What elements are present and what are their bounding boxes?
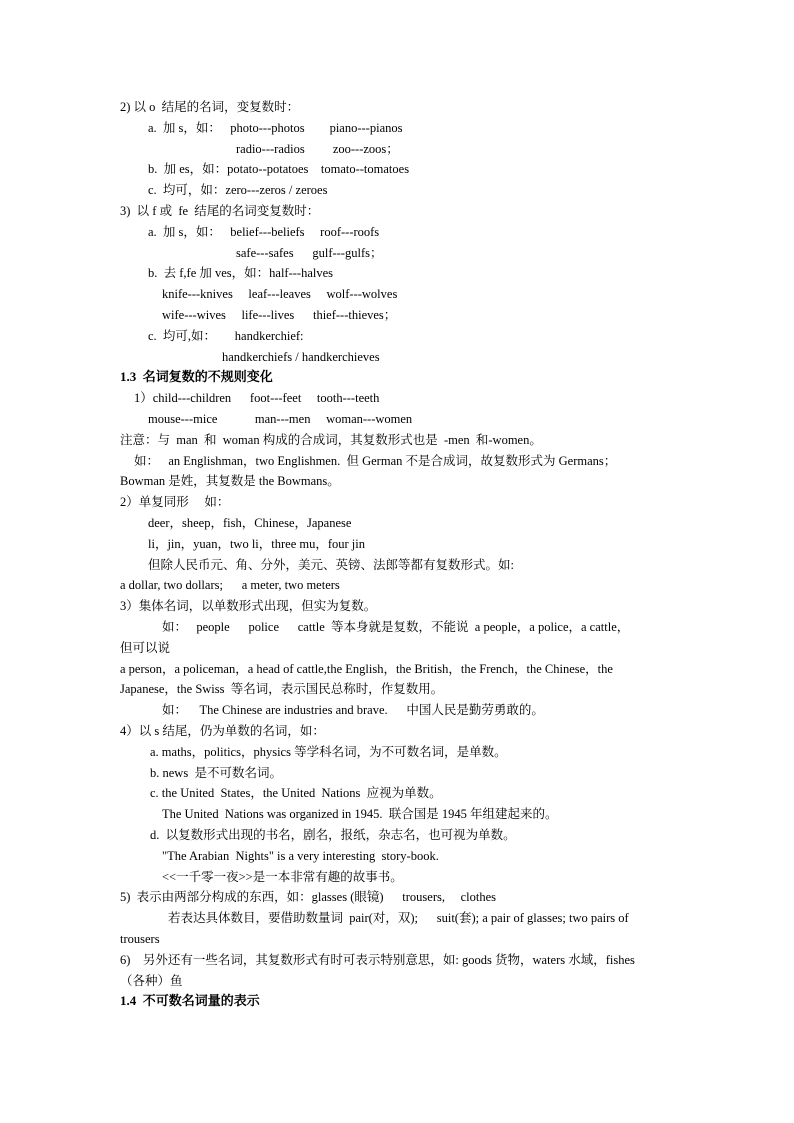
text-line: 若表达具体数目，要借助数量词 pair(对，双); suit(套); a pair of glasses; two pairs of — [168, 911, 629, 925]
text-line: The United Nations was organized in 1945. 联合国是 1945 年组建起来的。 — [162, 807, 558, 821]
text-line: knife---knives leaf---leaves wolf---wolves — [162, 287, 398, 301]
text-line: 如： people police cattle 等本身就是复数，不能说 a people，a police，a cattle， — [162, 620, 630, 634]
section-heading: 1.4 不可数名词量的表示 — [120, 993, 260, 1008]
text-line: <<一千零一夜>>是一本非常有趣的故事书。 — [162, 870, 403, 884]
text-line: d. 以复数形式出现的书名，剧名，报纸，杂志名，也可视为单数。 — [150, 828, 516, 842]
text-line: 1）child---children foot---feet tooth---teeth — [134, 391, 380, 405]
section-heading: 1.3 名词复数的不规则变化 — [120, 369, 273, 384]
text-line: li，jin，yuan，two li，three mu，four jin — [148, 537, 365, 551]
text-line: 4）以 s 结尾，仍为单数的名词，如： — [120, 724, 325, 738]
text-line: 如： an Englishman，two Englishmen. 但 German 不是合成词，故复数形式为 Germans； — [134, 454, 617, 468]
text-line: 5) 表示由两部分构成的东西，如：glasses (眼镜) trousers, clothes — [120, 890, 497, 904]
text-line: Bowman 是姓，其复数是 the Bowmans。 — [120, 474, 340, 488]
text-line: a. 加 s，如： belief---beliefs roof---roofs — [148, 225, 380, 239]
text-line: 2）单复同形 如： — [120, 495, 230, 509]
text-line: wife---wives life---lives thief---thieves； — [162, 308, 397, 322]
text-line: c. 均可，如：zero---zeros / zeroes — [148, 183, 328, 197]
text-line: 如： The Chinese are industries and brave. 中国人民是勤劳勇敢的。 — [162, 703, 544, 717]
text-line: a. maths，politics，physics 等学科名词，为不可数名词，是单数。 — [150, 745, 507, 759]
text-line: c. 均可,如： handkerchief: — [148, 329, 304, 343]
text-line: b. 加 es，如：potato--potatoes tomato--tomatoes — [148, 162, 410, 176]
text-line: handkerchiefs / handkerchieves — [222, 350, 380, 364]
text-line: 但可以说 — [120, 641, 171, 655]
text-line: b. 去 f,fe 加 ves，如：half---halves — [148, 266, 334, 280]
text-line: Japanese，the Swiss 等名词，表示国民总称时，作复数用。 — [120, 682, 444, 696]
text-line: b. news 是不可数名词。 — [150, 766, 282, 780]
text-line: 但除人民币元、角、分外，美元、英镑、法郎等都有复数形式。如: — [148, 558, 514, 572]
text-line: 3) 以 f 或 fe 结尾的名词变复数时： — [120, 204, 320, 218]
text-line: a dollar, two dollars; a meter, two meters — [120, 578, 340, 592]
text-line: radio---radios zoo---zoos； — [236, 142, 399, 156]
text-line: c. the United States，the United Nations 应视为单数。 — [150, 786, 442, 800]
text-line: "The Arabian Nights" is a very interesting story-book. — [162, 849, 439, 863]
text-line: 2) 以 o 结尾的名词，变复数时： — [120, 100, 300, 114]
text-line: trousers — [120, 932, 160, 946]
text-line: 6) 另外还有一些名词，其复数形式有时可表示特别意思，如: goods 货物，waters 水域，fishes — [120, 953, 635, 967]
text-line: a person，a policeman，a head of cattle,the English，the British，the French，the Chinese，the — [120, 662, 613, 676]
text-line: safe---safes gulf---gulfs； — [236, 246, 383, 260]
text-line: a. 加 s，如： photo---photos piano---pianos — [148, 121, 403, 135]
text-line: mouse---mice man---men woman---women — [148, 412, 413, 426]
text-line: （各种）鱼 — [120, 974, 183, 988]
text-line: deer，sheep，fish，Chinese，Japanese — [148, 516, 352, 530]
text-line: 3）集体名词，以单数形式出现，但实为复数。 — [120, 599, 377, 613]
text-line: 注意：与 man 和 woman 构成的合成词，其复数形式也是 -men 和-women。 — [120, 433, 542, 447]
